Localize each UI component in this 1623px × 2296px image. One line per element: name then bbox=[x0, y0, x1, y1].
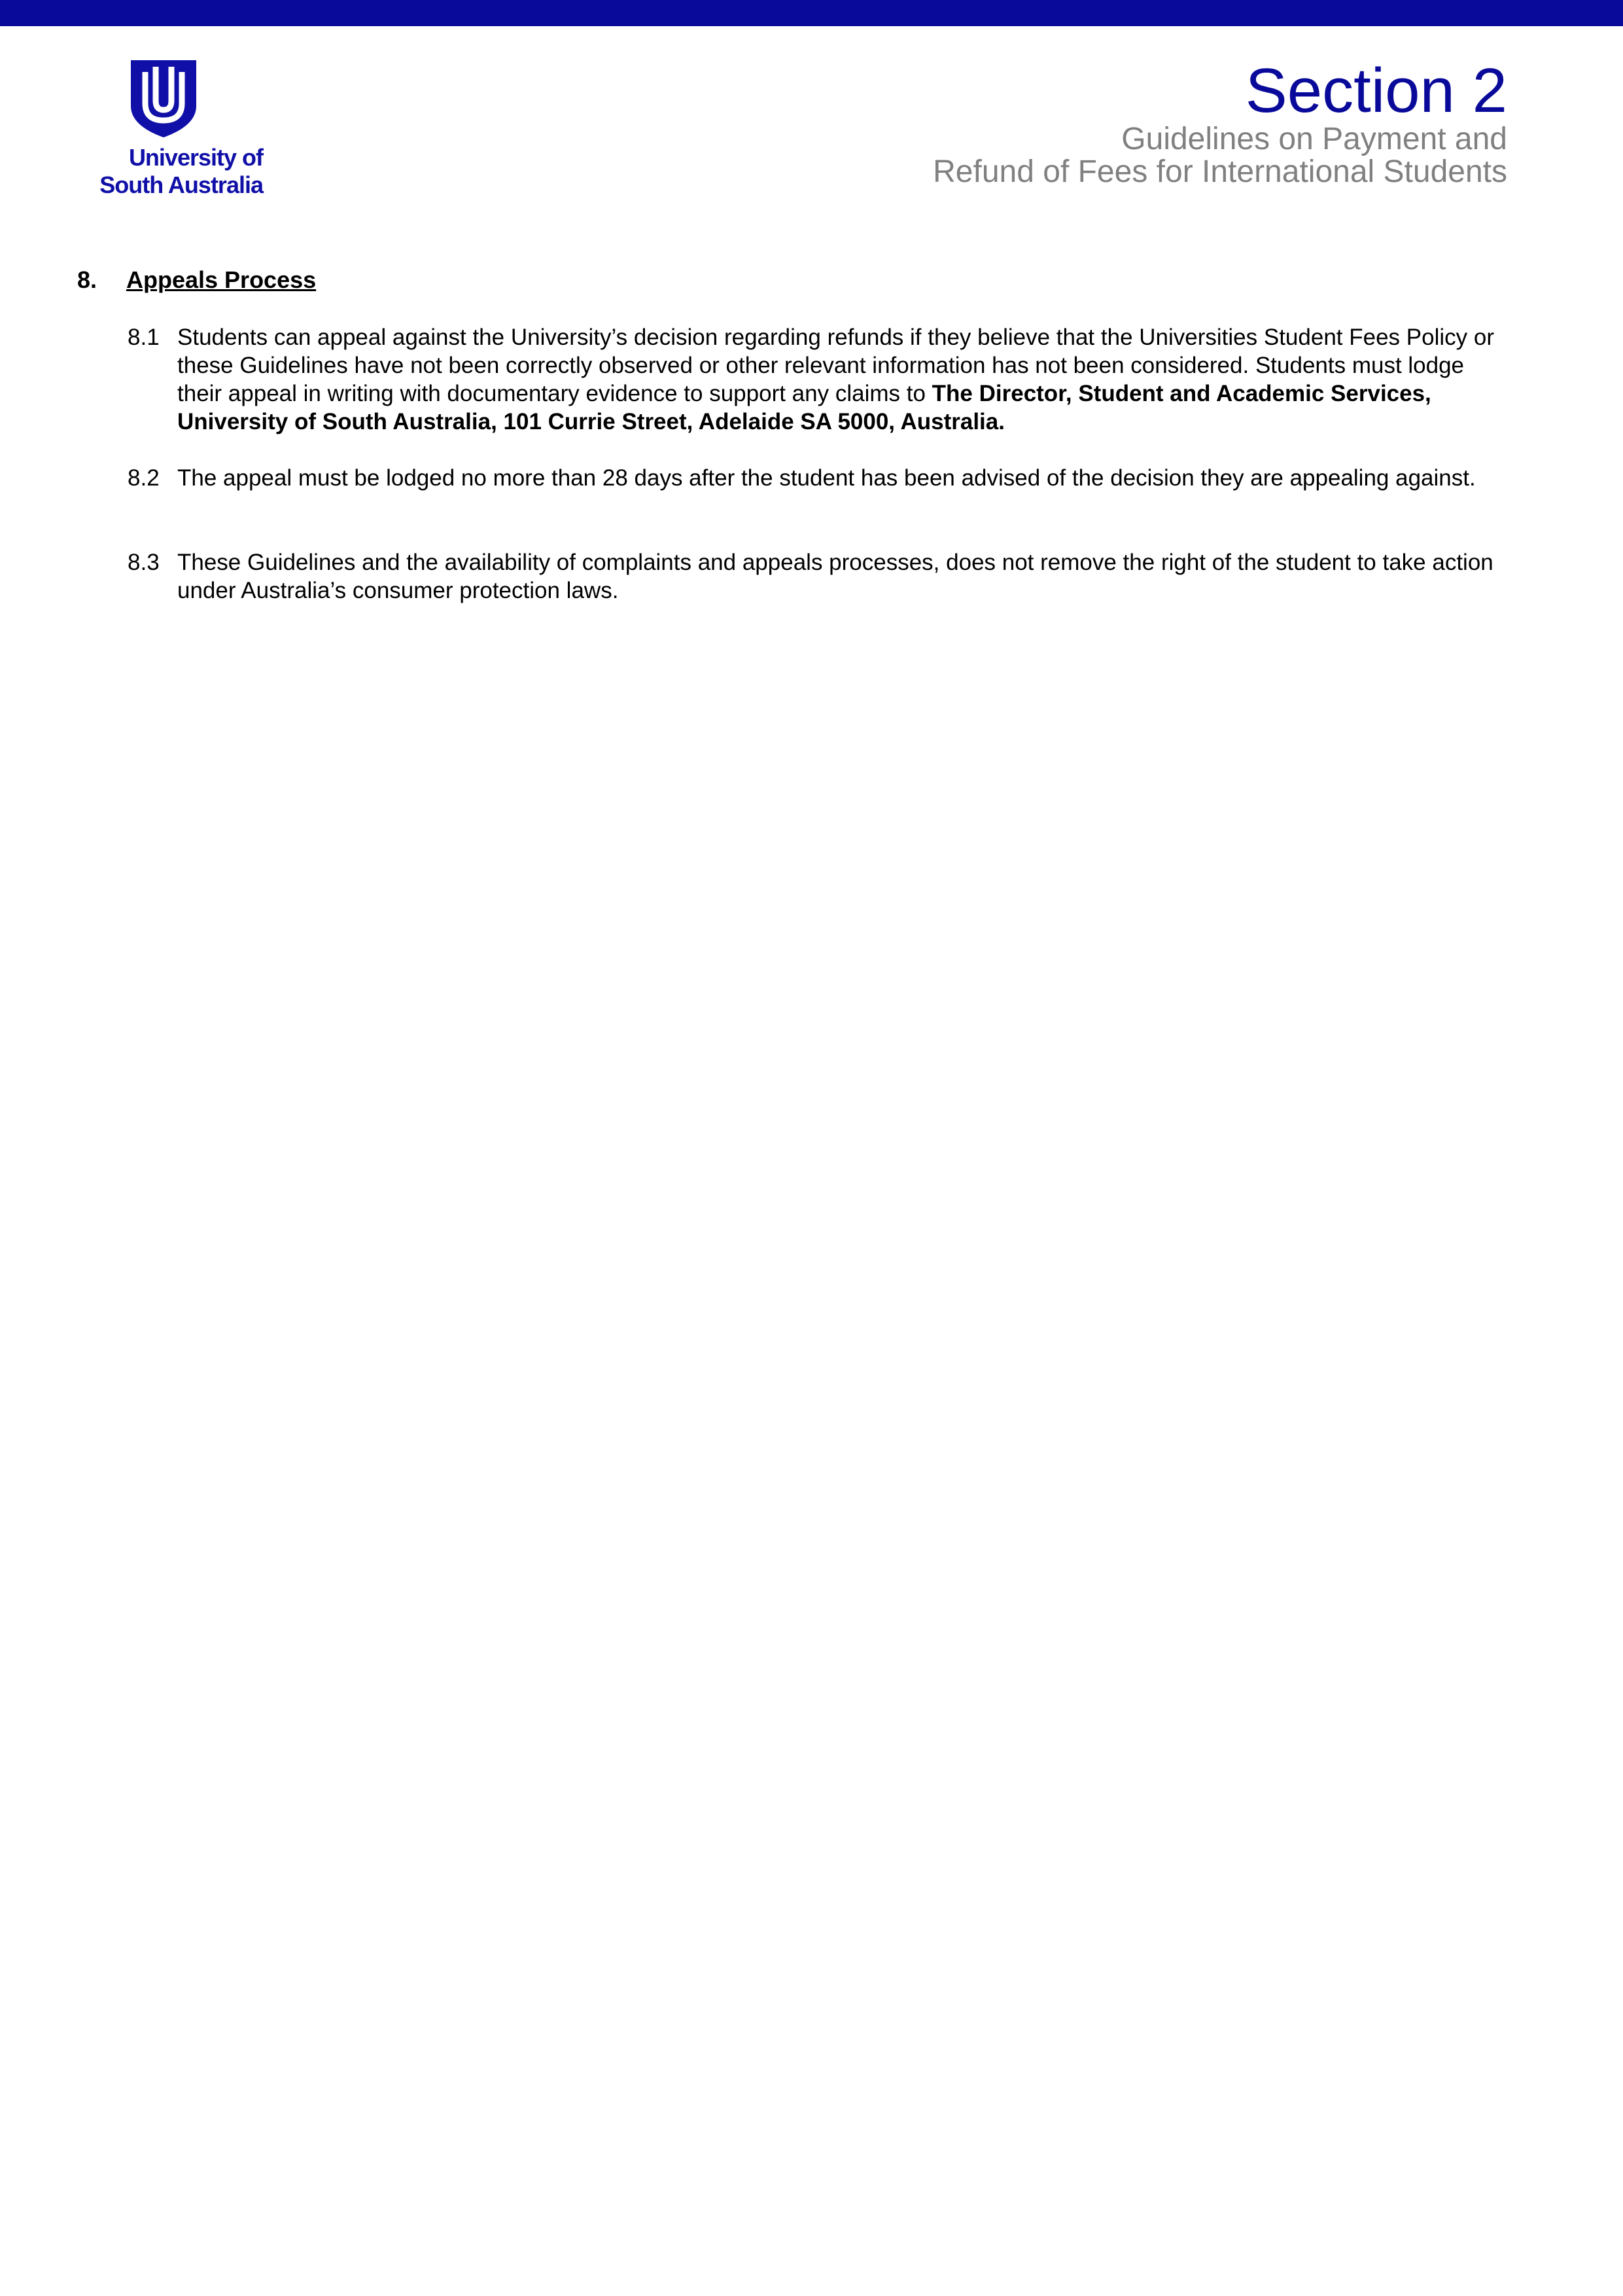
clause-8-1 bbox=[128, 323, 1508, 436]
clause-text: The appeal must be lodged no more than 28 days after the student has been advised of the decision they are appealing against. bbox=[177, 465, 1476, 491]
university-logo bbox=[73, 60, 263, 211]
section-number: 8. bbox=[77, 266, 97, 293]
clause-number: 8.2 bbox=[128, 465, 160, 491]
university-shield-icon bbox=[131, 60, 196, 137]
clause-text: Students can appeal against the University’s decision regarding refunds if they believe that the Universities Student Fees Policy or these Guidelines have not been correctly observed or other relevant information has not been considered. Students must lodge their appeal in writing with documentary evidence to support any claims to bbox=[177, 325, 1494, 406]
clause-address: The Director, Student and Academic Services, University of South Australia, 101 Currie Street, Adelaide SA 5000, Australia. bbox=[177, 381, 1431, 434]
section-title: Section 2 bbox=[1245, 56, 1507, 126]
clause-body bbox=[177, 464, 1508, 492]
clause-8-2 bbox=[128, 464, 1508, 492]
university-wordmark bbox=[73, 144, 263, 199]
logo-line-1: University of bbox=[128, 144, 263, 171]
section-subtitle bbox=[933, 123, 1507, 188]
subtitle-line-2: Refund of Fees for International Students bbox=[933, 154, 1507, 189]
logo-line-2: South Australia bbox=[99, 171, 263, 198]
clause-8-3 bbox=[128, 548, 1508, 605]
subtitle-line-1: Guidelines on Payment and bbox=[1121, 122, 1507, 156]
clause-body bbox=[177, 323, 1508, 436]
clause-number: 8.3 bbox=[128, 550, 160, 575]
clause-text: These Guidelines and the availability of complaints and appeals processes, does not remove the right of the student to take action under Australia’s consumer protection laws. bbox=[177, 550, 1493, 603]
clause-number: 8.1 bbox=[128, 325, 160, 350]
header-color-bar bbox=[0, 0, 1623, 26]
section-heading bbox=[77, 266, 316, 294]
section-heading-text: Appeals Process bbox=[126, 266, 317, 293]
clause-body bbox=[177, 548, 1508, 605]
